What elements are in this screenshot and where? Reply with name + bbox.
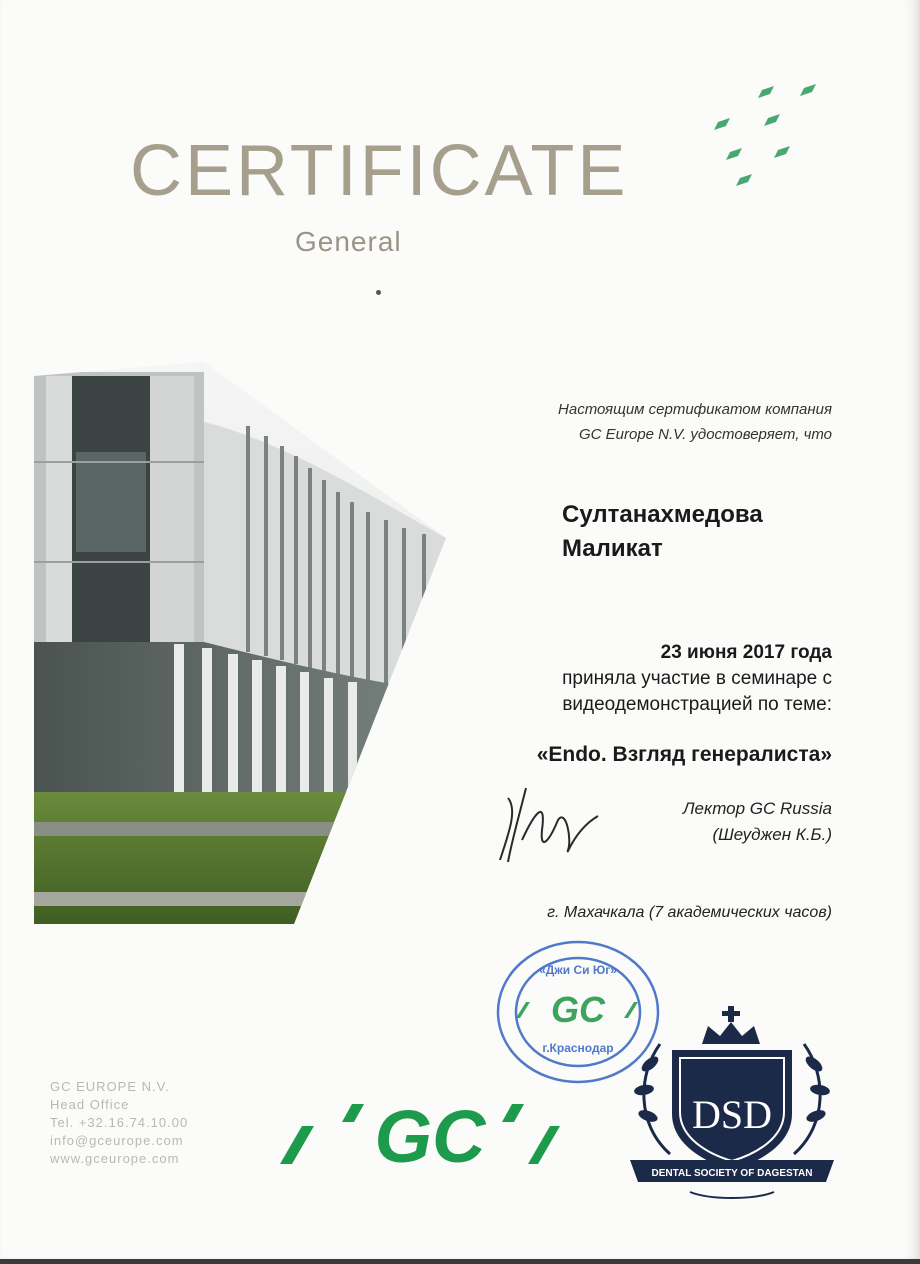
lecturer-line-2: (Шеуджен К.Б.) — [712, 825, 832, 844]
contact-office: Head Office — [50, 1097, 130, 1112]
lecturer-line-1: Лектор GC Russia — [682, 799, 832, 818]
stamp-gc-text: GC — [551, 989, 605, 1030]
intro-text — [558, 397, 832, 447]
company-contact — [50, 1078, 188, 1168]
stamp-bottom-text: г.Краснодар — [542, 1041, 614, 1055]
recipient-surname: Султанахмедова — [562, 501, 763, 528]
building-photo — [34, 362, 446, 924]
gc-dots-decoration — [712, 80, 832, 190]
intro-line-2: GC Europe N.V. удостоверяет, что — [578, 426, 832, 443]
seminar-date: 23 июня 2017 года — [660, 642, 832, 663]
dsd-letters: DSD — [691, 1092, 773, 1137]
contact-website: www.gceurope.com — [50, 1151, 180, 1166]
gc-logo — [280, 1098, 560, 1172]
dsd-crest — [620, 1004, 844, 1200]
certificate-title: CERTIFICATE — [130, 131, 629, 211]
contact-company: GC EUROPE N.V. — [50, 1079, 170, 1094]
certificate-subtitle: General — [295, 226, 402, 257]
lecturer-info — [683, 796, 832, 848]
intro-line-1: Настоящим сертификатом компания — [558, 401, 832, 418]
recipient-given-name: Маликат — [562, 535, 663, 562]
scan-bottom-edge — [0, 1259, 920, 1264]
seminar-location: г. Махачкала (7 академических часов) — [547, 904, 832, 921]
small-dot — [376, 290, 381, 295]
dsd-banner-text: DENTAL SOCIETY OF DAGESTAN — [651, 1168, 813, 1179]
seminar-topic: «Endo. Взгляд генералиста» — [536, 743, 832, 766]
gc-logo-text: GC — [374, 1098, 486, 1172]
recipient-name — [562, 498, 763, 566]
paper-edge-shadow — [904, 0, 920, 1264]
participation-line-2: видеодемонстрацией по теме: — [562, 694, 832, 715]
contact-email: info@gceurope.com — [50, 1133, 184, 1148]
participation-line-1: приняла участие в семинаре с — [562, 668, 832, 689]
stamp-top-text: «Джи Си Юг» — [539, 963, 617, 977]
lecturer-signature — [488, 780, 608, 870]
participation-text — [562, 640, 832, 718]
contact-phone: Tel. +32.16.74.10.00 — [50, 1115, 189, 1130]
